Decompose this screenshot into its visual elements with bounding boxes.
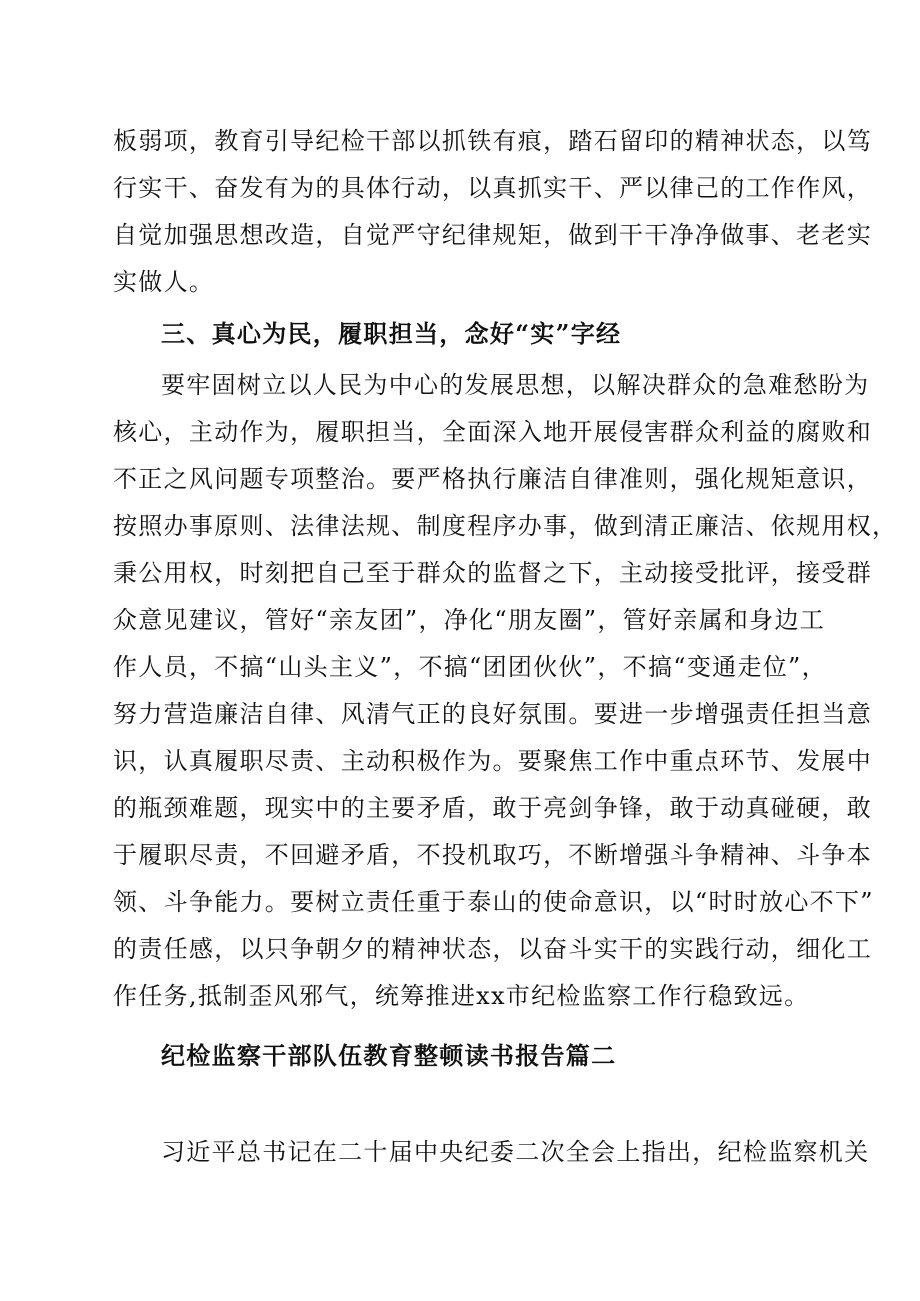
body-text-line: 努力营造廉洁自律、风清气正的良好氛围。要进一步增强责任担当意 xyxy=(113,700,872,728)
body-text-line: 行实干、奋发有为的具体行动，以真抓实干、严以律己的工作作风， xyxy=(113,174,872,202)
body-text-line: 的瓶颈难题，现实中的主要矛盾，敢于亮剑争锋，敢于动真碰硬，敢 xyxy=(113,794,872,822)
body-text-line: 于履职尽责，不回避矛盾，不投机取巧，不断增强斗争精神、斗争本 xyxy=(113,841,872,869)
paragraph-first-line: 习近平总书记在二十届中央纪委二次全会上指出，纪检监察机关 xyxy=(161,1138,870,1166)
paragraph-first-line: 要牢固树立以人民为中心的发展思想，以解决群众的急难愁盼为 xyxy=(161,371,870,399)
body-text-line: 众意见建议，管好“亲友团”，净化“朋友圈”，管好亲属和身边工 xyxy=(113,606,826,634)
body-text-line: 核心，主动作为，履职担当，全面深入地开展侵害群众利益的腐败和 xyxy=(113,418,872,446)
body-text-line: 自觉加强思想改造，自觉严守纪律规矩，做到干干净净做事、老老实 xyxy=(113,221,872,249)
body-text-line: 作人员，不搞“山头主义”，不搞“团团伙伙”，不搞“变通走位”， xyxy=(113,653,827,681)
body-text-line: 按照办事原则、法律法规、制度程序办事，做到清正廉洁、依规用权， xyxy=(113,512,898,540)
body-text-line: 不正之风问题专项整治。要严格执行廉洁自律准则，强化规矩意识， xyxy=(113,465,872,493)
body-text-line: 领、斗争能力。要树立责任重于泰山的使命意识，以“时时放心不下” xyxy=(113,888,874,916)
body-text-line: 作任务,抵制歪风邪气，统筹推进xx市纪检监察工作行稳致远。 xyxy=(113,982,810,1010)
article-title: 纪检监察干部队伍教育整顿读书报告篇二 xyxy=(161,1041,617,1070)
section-heading: 三、真心为民，履职担当，念好“实”字经 xyxy=(161,319,622,348)
body-text-line: 实做人。 xyxy=(113,268,215,296)
body-text-line: 的责任感，以只争朝夕的精神状态，以奋斗实干的实践行动，细化工 xyxy=(113,935,872,963)
body-text-line: 秉公用权，时刻把自己至于群众的监督之下，主动接受批评，接受群 xyxy=(113,559,872,587)
body-text-line: 板弱项，教育引导纪检干部以抓铁有痕，踏石留印的精神状态，以笃 xyxy=(113,127,872,155)
body-text-line: 识，认真履职尽责、主动积极作为。要聚焦工作中重点环节、发展中 xyxy=(113,747,872,775)
